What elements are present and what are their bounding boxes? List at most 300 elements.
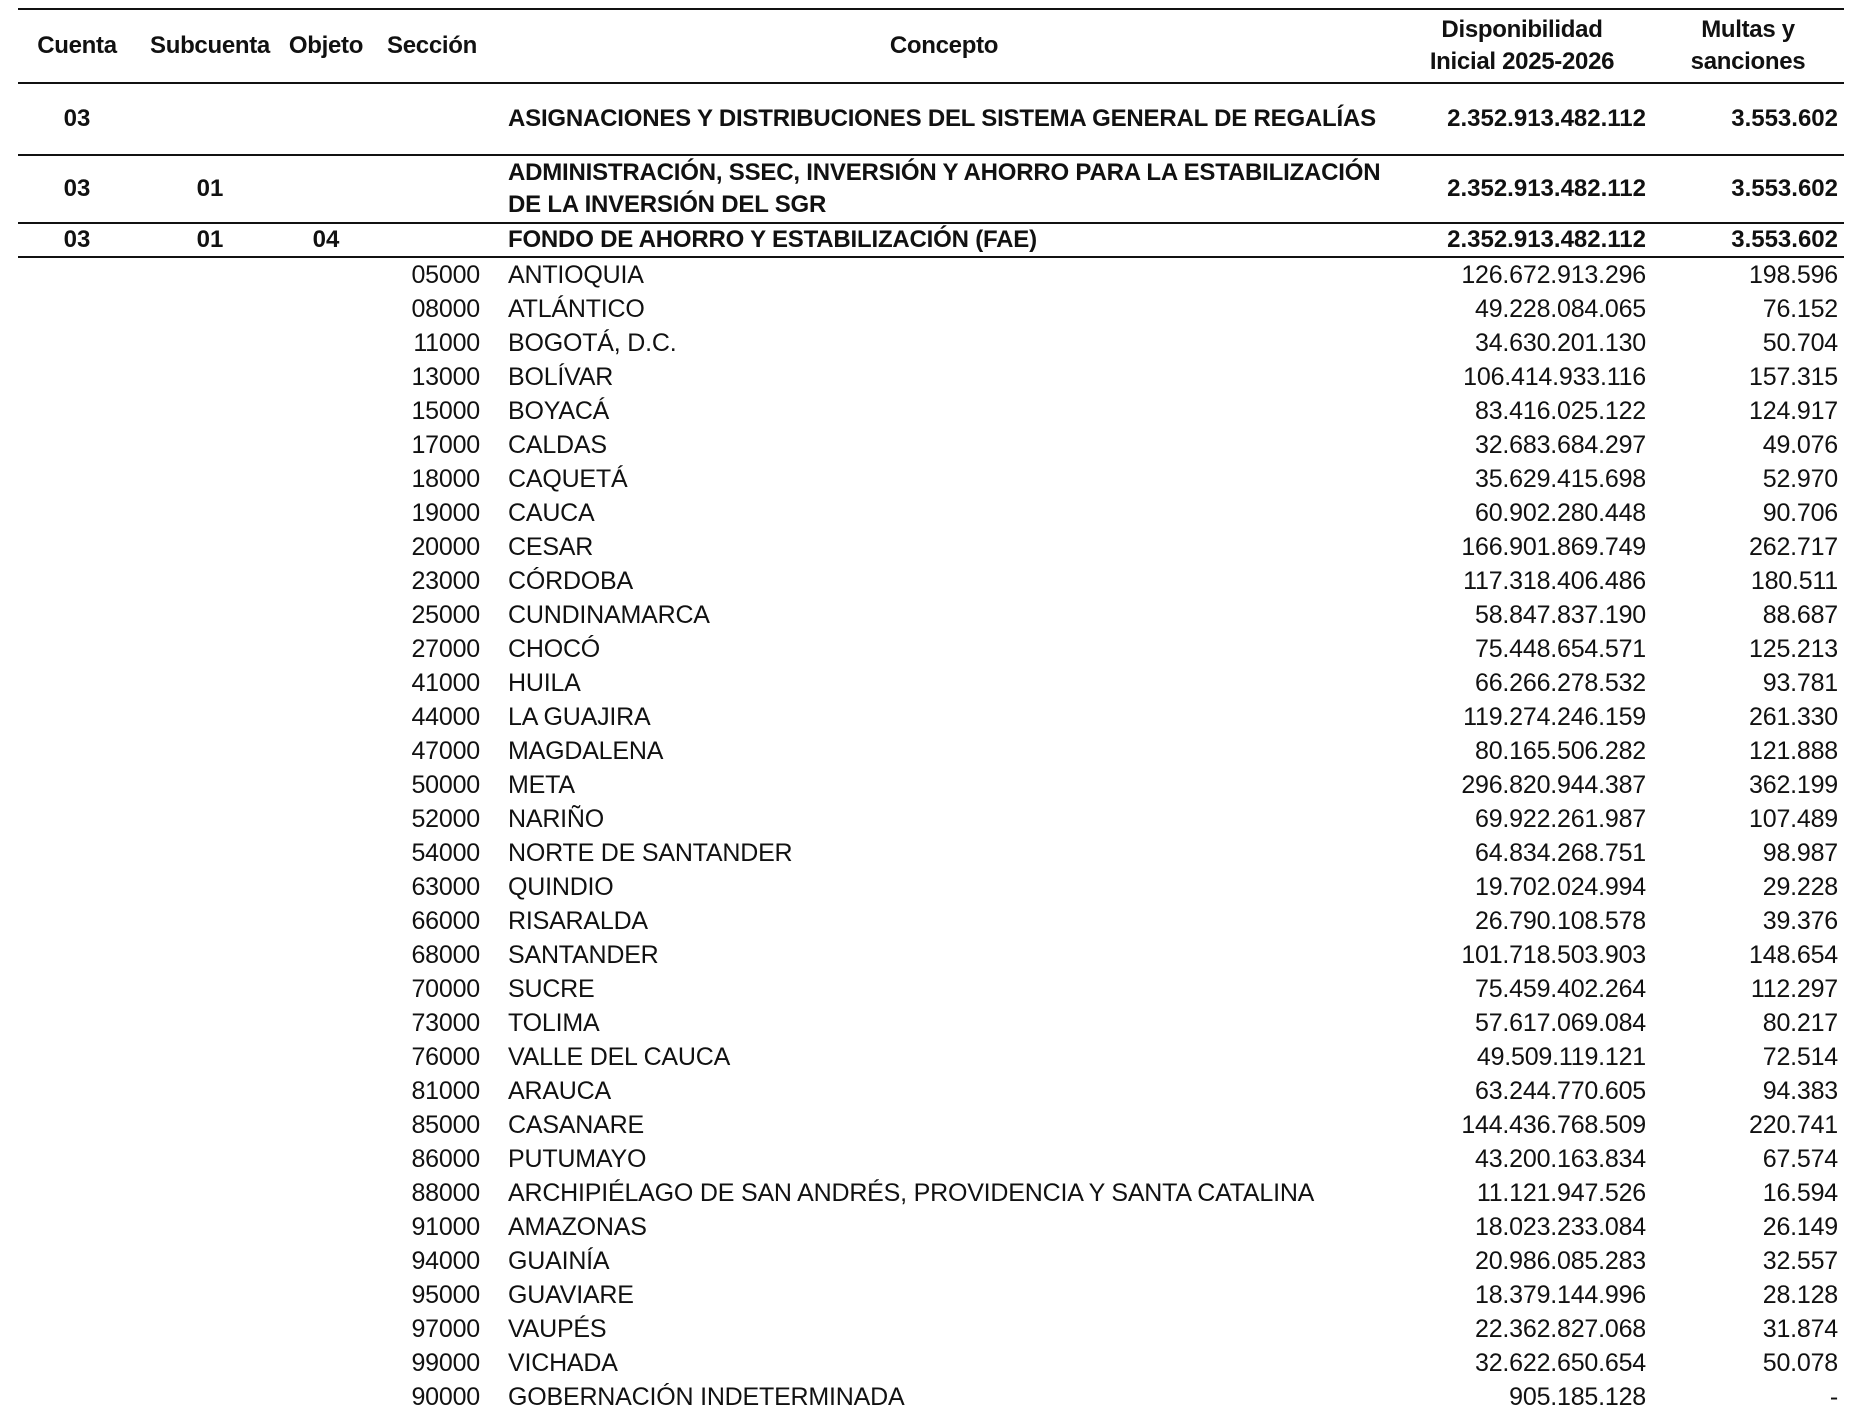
subcuenta-cell: [136, 1210, 284, 1244]
seccion-cell: 91000: [411, 1213, 480, 1241]
concepto-cell: CAQUETÁ: [508, 465, 628, 493]
seccion-cell: [368, 83, 496, 155]
disponibilidad-cell: 32.683.684.297: [1475, 431, 1646, 459]
objeto-cell: [284, 1108, 368, 1142]
seccion-cell: 85000: [411, 1111, 480, 1139]
table-row: [18, 530, 1844, 564]
header-multas-line1: Multas y: [1701, 16, 1795, 43]
disponibilidad-cell: 32.622.650.654: [1475, 1349, 1646, 1377]
objeto-cell: [284, 1346, 368, 1380]
cuenta-cell: [18, 1380, 136, 1414]
table-row: [18, 632, 1844, 666]
multas-cell: 76.152: [1762, 295, 1838, 323]
header-multas-line2: sanciones: [1690, 48, 1806, 75]
disponibilidad-cell: 905.185.128: [1509, 1383, 1646, 1411]
objeto-cell: [284, 394, 368, 428]
multas-cell: 72.514: [1762, 1043, 1838, 1071]
seccion-cell: [368, 155, 496, 223]
cuenta-cell: [18, 1278, 136, 1312]
seccion-cell: 47000: [411, 737, 480, 765]
table-row: [18, 1142, 1844, 1176]
disponibilidad-cell: 34.630.201.130: [1475, 329, 1646, 357]
objeto-cell: [284, 1074, 368, 1108]
concepto-cell: CHOCÓ: [508, 635, 601, 663]
disponibilidad-cell: 80.165.506.282: [1475, 737, 1646, 765]
multas-cell: 29.228: [1762, 873, 1838, 901]
multas-cell: 52.970: [1762, 465, 1838, 493]
cuenta-cell: 03: [18, 155, 136, 223]
header-concepto: Concepto: [496, 9, 1392, 83]
objeto-cell: [284, 530, 368, 564]
table-row: [18, 1244, 1844, 1278]
subcuenta-cell: [136, 1278, 284, 1312]
table-row: [18, 1176, 1844, 1210]
seccion-cell: 54000: [411, 839, 480, 867]
header-multas: [1652, 9, 1844, 83]
objeto-cell: [284, 1278, 368, 1312]
concepto-cell: ATLÁNTICO: [508, 295, 645, 323]
disponibilidad-cell: 43.200.163.834: [1475, 1145, 1646, 1173]
summary-row-subcuenta: [18, 155, 1844, 223]
objeto-cell: [284, 564, 368, 598]
subcuenta-cell: [136, 1176, 284, 1210]
table-header: [18, 9, 1844, 83]
seccion-cell: 68000: [411, 941, 480, 969]
cuenta-cell: [18, 1142, 136, 1176]
cuenta-cell: [18, 1244, 136, 1278]
subcuenta-cell: [136, 734, 284, 768]
disponibilidad-cell: 296.820.944.387: [1461, 771, 1646, 799]
disponibilidad-cell: 2.352.913.482.112: [1392, 83, 1652, 155]
seccion-cell: 15000: [411, 397, 480, 425]
subcuenta-cell: [136, 666, 284, 700]
seccion-cell: 88000: [411, 1179, 480, 1207]
multas-cell: 107.489: [1749, 805, 1838, 833]
concepto-cell: QUINDIO: [508, 873, 614, 901]
seccion-cell: 05000: [411, 261, 480, 289]
subcuenta-cell: [136, 904, 284, 938]
multas-cell: 157.315: [1749, 363, 1838, 391]
header-subcuenta: Subcuenta: [136, 9, 284, 83]
cuenta-cell: [18, 666, 136, 700]
objeto-cell: [284, 700, 368, 734]
concepto-cell: ASIGNACIONES Y DISTRIBUCIONES DEL SISTEMA GENERAL DE REGALÍAS: [496, 83, 1392, 155]
disponibilidad-cell: 49.228.084.065: [1475, 295, 1646, 323]
header-objeto: Objeto: [284, 9, 368, 83]
seccion-cell: 50000: [411, 771, 480, 799]
seccion-cell: 73000: [411, 1009, 480, 1037]
concepto-cell: NORTE DE SANTANDER: [508, 839, 793, 867]
table-row: [18, 326, 1844, 360]
concepto-cell: CESAR: [508, 533, 594, 561]
objeto-cell: [284, 1312, 368, 1346]
seccion-cell: 86000: [411, 1145, 480, 1173]
concepto-cell: BOYACÁ: [508, 397, 610, 425]
cuenta-cell: [18, 972, 136, 1006]
cuenta-cell: [18, 530, 136, 564]
disponibilidad-cell: 106.414.933.116: [1463, 363, 1646, 391]
objeto-cell: [284, 257, 368, 292]
concepto-cell: VICHADA: [508, 1349, 618, 1377]
disponibilidad-cell: 11.121.947.526: [1476, 1179, 1646, 1207]
disponibilidad-cell: 117.318.406.486: [1463, 567, 1646, 595]
disponibilidad-cell: 64.834.268.751: [1475, 839, 1646, 867]
seccion-cell: 20000: [411, 533, 480, 561]
subcuenta-cell: [136, 938, 284, 972]
cuenta-cell: [18, 938, 136, 972]
cuenta-cell: [18, 564, 136, 598]
table-body: [18, 83, 1844, 1414]
seccion-cell: 94000: [411, 1247, 480, 1275]
subcuenta-cell: [136, 836, 284, 870]
concepto-cell: ARCHIPIÉLAGO DE SAN ANDRÉS, PROVIDENCIA Y SANTA CATALINA: [508, 1179, 1315, 1207]
seccion-cell: 99000: [411, 1349, 480, 1377]
cuenta-cell: [18, 870, 136, 904]
multas-cell: 49.076: [1762, 431, 1838, 459]
table-row: [18, 1346, 1844, 1380]
multas-cell: 31.874: [1762, 1315, 1838, 1343]
objeto-cell: [284, 666, 368, 700]
multas-cell: 93.781: [1762, 669, 1838, 697]
concepto-cell: NARIÑO: [508, 805, 605, 833]
disponibilidad-cell: 49.509.119.121: [1476, 1043, 1646, 1071]
cuenta-cell: [18, 496, 136, 530]
disponibilidad-cell: 26.790.108.578: [1475, 907, 1646, 935]
seccion-cell: 18000: [411, 465, 480, 493]
table-row: [18, 836, 1844, 870]
concepto-cell: CAUCA: [508, 499, 595, 527]
disponibilidad-cell: 119.274.246.159: [1463, 703, 1646, 731]
seccion-cell: 70000: [411, 975, 480, 1003]
multas-cell: 262.717: [1749, 533, 1838, 561]
cuenta-cell: [18, 700, 136, 734]
header-disponibilidad-line1: Disponibilidad: [1441, 16, 1603, 43]
disponibilidad-cell: 66.266.278.532: [1475, 669, 1646, 697]
cuenta-cell: [18, 1176, 136, 1210]
multas-cell: 180.511: [1750, 567, 1838, 595]
disponibilidad-cell: 126.672.913.296: [1461, 261, 1646, 289]
subcuenta-cell: 01: [136, 155, 284, 223]
disponibilidad-cell: 20.986.085.283: [1475, 1247, 1646, 1275]
header-row: [18, 9, 1844, 83]
objeto-cell: [284, 904, 368, 938]
table-row: [18, 1210, 1844, 1244]
objeto-cell: [284, 938, 368, 972]
subcuenta-cell: [136, 870, 284, 904]
cuenta-cell: [18, 326, 136, 360]
subcuenta-cell: [136, 394, 284, 428]
disponibilidad-cell: 57.617.069.084: [1475, 1009, 1646, 1037]
concepto-cell: GUAINÍA: [508, 1247, 610, 1275]
cuenta-cell: [18, 1074, 136, 1108]
subcuenta-cell: [136, 360, 284, 394]
seccion-cell: 52000: [411, 805, 480, 833]
concepto-cell: VALLE DEL CAUCA: [508, 1043, 731, 1071]
objeto-cell: [284, 292, 368, 326]
cuenta-cell: [18, 257, 136, 292]
multas-cell: 198.596: [1749, 261, 1838, 289]
seccion-cell: 44000: [411, 703, 480, 731]
seccion-cell: 11000: [413, 329, 480, 357]
table-row: [18, 257, 1844, 292]
concepto-cell: META: [508, 771, 575, 799]
subcuenta-cell: [136, 257, 284, 292]
subcuenta-cell: [136, 1346, 284, 1380]
cuenta-cell: [18, 1040, 136, 1074]
multas-cell: 16.594: [1762, 1179, 1838, 1207]
subcuenta-cell: [136, 462, 284, 496]
objeto-cell: [284, 1244, 368, 1278]
objeto-cell: [284, 802, 368, 836]
multas-cell: 112.297: [1750, 975, 1838, 1003]
concepto-cell: AMAZONAS: [508, 1213, 647, 1241]
multas-cell: 98.987: [1762, 839, 1838, 867]
cuenta-cell: [18, 394, 136, 428]
cuenta-cell: [18, 1006, 136, 1040]
objeto-cell: [284, 598, 368, 632]
subcuenta-cell: [136, 972, 284, 1006]
multas-cell: 28.128: [1762, 1281, 1838, 1309]
objeto-cell: [284, 734, 368, 768]
subcuenta-cell: [136, 83, 284, 155]
table-row: [18, 1278, 1844, 1312]
objeto-cell: [284, 155, 368, 223]
objeto-cell: [284, 1006, 368, 1040]
multas-cell: 220.741: [1749, 1111, 1838, 1139]
summary-row-objeto: [18, 223, 1844, 257]
subcuenta-cell: [136, 1074, 284, 1108]
disponibilidad-cell: 22.362.827.068: [1475, 1315, 1646, 1343]
concepto-cell: BOGOTÁ, D.C.: [508, 329, 677, 357]
concepto-cell: FONDO DE AHORRO Y ESTABILIZACIÓN (FAE): [496, 223, 1392, 257]
table-row: [18, 938, 1844, 972]
concepto-cell: VAUPÉS: [508, 1315, 607, 1343]
table-row: [18, 496, 1844, 530]
multas-cell: 121.888: [1749, 737, 1838, 765]
cuenta-cell: [18, 632, 136, 666]
multas-cell: 3.553.602: [1652, 223, 1844, 257]
subcuenta-cell: [136, 1244, 284, 1278]
seccion-cell: 27000: [411, 635, 480, 663]
multas-cell: 50.078: [1762, 1349, 1838, 1377]
subcuenta-cell: [136, 632, 284, 666]
subcuenta-cell: [136, 1006, 284, 1040]
table-row: [18, 1380, 1844, 1414]
table-row: [18, 564, 1844, 598]
subcuenta-cell: [136, 768, 284, 802]
objeto-cell: [284, 632, 368, 666]
subcuenta-cell: [136, 564, 284, 598]
table-row: [18, 802, 1844, 836]
table-row: [18, 360, 1844, 394]
seccion-cell: 25000: [411, 601, 480, 629]
multas-cell: 3.553.602: [1652, 155, 1844, 223]
subcuenta-cell: [136, 496, 284, 530]
disponibilidad-cell: 166.901.869.749: [1461, 533, 1646, 561]
disponibilidad-cell: 58.847.837.190: [1475, 601, 1646, 629]
subcuenta-cell: [136, 598, 284, 632]
table-row: [18, 428, 1844, 462]
cuenta-cell: [18, 802, 136, 836]
concepto-cell: GUAVIARE: [508, 1281, 634, 1309]
disponibilidad-cell: 144.436.768.509: [1461, 1111, 1646, 1139]
concepto-cell: BOLÍVAR: [508, 363, 614, 391]
seccion-cell: 76000: [411, 1043, 480, 1071]
concepto-cell: ANTIOQUIA: [508, 261, 644, 289]
header-disponibilidad: [1392, 9, 1652, 83]
subcuenta-cell: [136, 292, 284, 326]
subcuenta-cell: 01: [136, 223, 284, 257]
header-seccion: Sección: [368, 9, 496, 83]
concepto-cell: MAGDALENA: [508, 737, 664, 765]
multas-cell: 90.706: [1762, 499, 1838, 527]
multas-cell: 3.553.602: [1652, 83, 1844, 155]
table-row: [18, 768, 1844, 802]
disponibilidad-cell: 60.902.280.448: [1475, 499, 1646, 527]
seccion-cell: 17000: [411, 431, 480, 459]
disponibilidad-cell: 83.416.025.122: [1475, 397, 1646, 425]
objeto-cell: [284, 870, 368, 904]
seccion-cell: 19000: [411, 499, 480, 527]
header-cuenta: Cuenta: [18, 9, 136, 83]
table-row: [18, 292, 1844, 326]
seccion-cell: 63000: [411, 873, 480, 901]
concepto-cell: CUNDINAMARCA: [508, 601, 710, 629]
multas-cell: 67.574: [1762, 1145, 1838, 1173]
disponibilidad-cell: 2.352.913.482.112: [1392, 155, 1652, 223]
objeto-cell: 04: [284, 223, 368, 257]
objeto-cell: [284, 428, 368, 462]
concepto-cell: RISARALDA: [508, 907, 648, 935]
cuenta-cell: [18, 462, 136, 496]
subcuenta-cell: [136, 428, 284, 462]
subcuenta-cell: [136, 1108, 284, 1142]
cuenta-cell: [18, 904, 136, 938]
subcuenta-cell: [136, 1312, 284, 1346]
table-row: [18, 666, 1844, 700]
multas-cell: 26.149: [1762, 1213, 1838, 1241]
objeto-cell: [284, 1142, 368, 1176]
table-row: [18, 1108, 1844, 1142]
cuenta-cell: [18, 428, 136, 462]
table-row: [18, 734, 1844, 768]
subcuenta-cell: [136, 802, 284, 836]
disponibilidad-cell: 63.244.770.605: [1475, 1077, 1646, 1105]
multas-cell: 148.654: [1749, 941, 1838, 969]
concepto-cell: ADMINISTRACIÓN, SSEC, INVERSIÓN Y AHORRO PARA LA ESTABILIZACIÓN DE LA INVERSIÓN DEL SGR: [496, 155, 1392, 223]
table-row: [18, 1040, 1844, 1074]
objeto-cell: [284, 462, 368, 496]
concepto-cell: ARAUCA: [508, 1077, 611, 1105]
multas-cell: 80.217: [1762, 1009, 1838, 1037]
multas-cell: 125.213: [1749, 635, 1838, 663]
concepto-cell: CASANARE: [508, 1111, 644, 1139]
table-row: [18, 1074, 1844, 1108]
seccion-cell: 13000: [411, 363, 480, 391]
multas-cell: 261.330: [1749, 703, 1838, 731]
disponibilidad-cell: 75.448.654.571: [1475, 635, 1646, 663]
disponibilidad-cell: 101.718.503.903: [1461, 941, 1646, 969]
disponibilidad-cell: 19.702.024.994: [1475, 873, 1646, 901]
objeto-cell: [284, 972, 368, 1006]
objeto-cell: [284, 496, 368, 530]
concepto-cell: TOLIMA: [508, 1009, 600, 1037]
concepto-cell: HUILA: [508, 669, 581, 697]
seccion-cell: 23000: [411, 567, 480, 595]
objeto-cell: [284, 360, 368, 394]
multas-cell: 39.376: [1762, 907, 1838, 935]
subcuenta-cell: [136, 1142, 284, 1176]
subcuenta-cell: [136, 1380, 284, 1414]
table-row: [18, 972, 1844, 1006]
subcuenta-cell: [136, 530, 284, 564]
multas-cell: 32.557: [1762, 1247, 1838, 1275]
cuenta-cell: [18, 360, 136, 394]
multas-cell: 362.199: [1749, 771, 1838, 799]
concepto-cell: CÓRDOBA: [508, 567, 634, 595]
concepto-cell: GOBERNACIÓN INDETERMINADA: [508, 1383, 905, 1411]
seccion-cell: 41000: [411, 669, 480, 697]
seccion-cell: 08000: [411, 295, 480, 323]
table-row: [18, 394, 1844, 428]
multas-cell: 124.917: [1749, 397, 1838, 425]
objeto-cell: [284, 1210, 368, 1244]
seccion-cell: 97000: [411, 1315, 480, 1343]
budget-table: [18, 8, 1844, 1414]
subcuenta-cell: [136, 326, 284, 360]
objeto-cell: [284, 326, 368, 360]
summary-row-cuenta: [18, 83, 1844, 155]
disponibilidad-cell: 18.379.144.996: [1475, 1281, 1646, 1309]
concepto-cell: SANTANDER: [508, 941, 659, 969]
seccion-cell: 90000: [411, 1383, 480, 1411]
multas-cell: 50.704: [1762, 329, 1838, 357]
table-row: [18, 904, 1844, 938]
multas-cell: 88.687: [1762, 601, 1838, 629]
seccion-cell: 95000: [411, 1281, 480, 1309]
cuenta-cell: [18, 768, 136, 802]
budget-sheet: [18, 8, 1844, 1414]
concepto-cell: SUCRE: [508, 975, 595, 1003]
cuenta-cell: [18, 598, 136, 632]
subcuenta-cell: [136, 700, 284, 734]
seccion-cell: 66000: [411, 907, 480, 935]
multas-cell: -: [1829, 1383, 1838, 1411]
concepto-cell: CALDAS: [508, 431, 607, 459]
objeto-cell: [284, 768, 368, 802]
concepto-cell: PUTUMAYO: [508, 1145, 647, 1173]
multas-cell: 94.383: [1762, 1077, 1838, 1105]
seccion-cell: [368, 223, 496, 257]
table-row: [18, 700, 1844, 734]
table-row: [18, 1312, 1844, 1346]
table-row: [18, 598, 1844, 632]
objeto-cell: [284, 1176, 368, 1210]
cuenta-cell: [18, 1210, 136, 1244]
cuenta-cell: 03: [18, 83, 136, 155]
objeto-cell: [284, 836, 368, 870]
table-row: [18, 870, 1844, 904]
cuenta-cell: [18, 836, 136, 870]
table-row: [18, 462, 1844, 496]
header-disponibilidad-line2: Inicial 2025-2026: [1429, 48, 1615, 75]
disponibilidad-cell: 69.922.261.987: [1475, 805, 1646, 833]
disponibilidad-cell: 2.352.913.482.112: [1392, 223, 1652, 257]
cuenta-cell: [18, 734, 136, 768]
objeto-cell: [284, 1040, 368, 1074]
cuenta-cell: [18, 292, 136, 326]
objeto-cell: [284, 1380, 368, 1414]
